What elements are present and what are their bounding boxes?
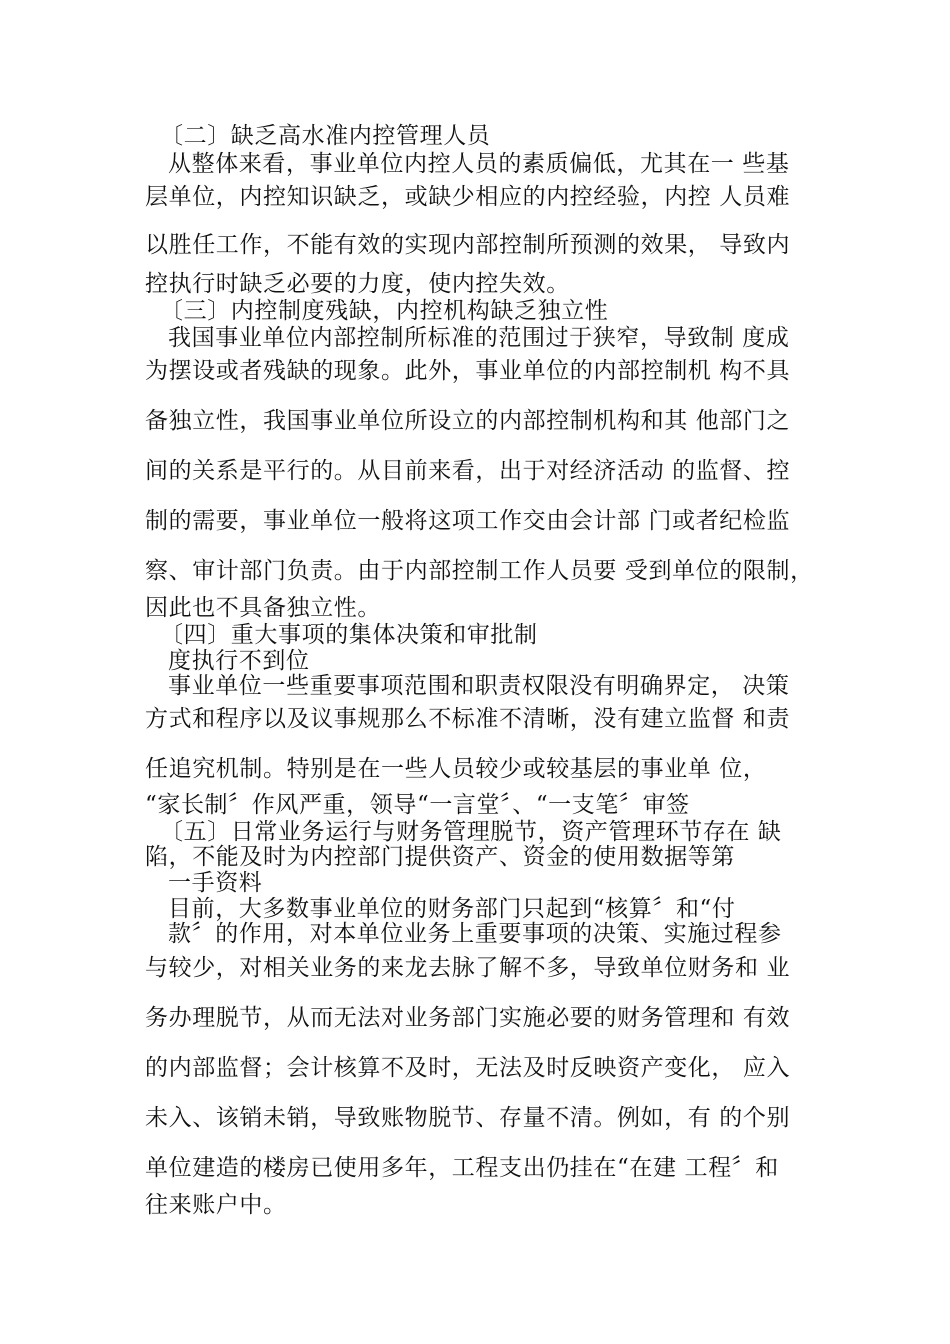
paragraph-line: 款〞的作用，对本单位业务上重要事项的决策、实施过程参 [168, 921, 782, 947]
section-heading-3: 〔三〕内控制度残缺，内控机构缺乏独立性 [160, 298, 609, 324]
paragraph-line: 的内部监督；会计核算不及时，无法及时反映资产变化， 应入 [145, 1055, 791, 1081]
paragraph-line: “家长制〞作风严重，领导“一言堂〞、“一支笔〞审签 [145, 792, 690, 818]
paragraph-line: 层单位，内控知识缺乏，或缺少相应的内控经验，内控 人员难 [145, 184, 791, 210]
paragraph-line: 间的关系是平行的。从目前来看，出于对经济活动 的监督、控 [145, 458, 791, 484]
paragraph-line: 与较少，对相关业务的来龙去脉了解不多，导致单位财务和 业 [145, 955, 791, 981]
section-heading-5-cont: 一手资料 [168, 870, 263, 896]
paragraph-line: 方式和程序以及议事规那么不标准不清晰，没有建立监督 和责 [145, 706, 791, 732]
section-heading-4-cont: 度执行不到位 [168, 648, 310, 674]
paragraph-line: 任追究机制。特别是在一些人员较少或较基层的事业单 位， [145, 756, 767, 782]
paragraph-line: 务办理脱节，从而无法对业务部门实施必要的财务管理和 有效 [145, 1005, 791, 1031]
paragraph-line: 制的需要，事业单位一般将这项工作交由会计部 门或者纪检监 [145, 508, 791, 534]
paragraph-line: 我国事业单位内部控制所标准的范围过于狭窄，导致制 度成 [168, 325, 790, 351]
section-heading-4: 〔四〕重大事项的集体决策和审批制 [160, 622, 538, 648]
section-heading-5-cont: 陷，不能及时为内控部门提供资产、资金的使用数据等第 [145, 844, 735, 870]
section-heading-2: 〔二〕缺乏高水准内控管理人员 [160, 123, 491, 149]
paragraph-line: 以胜任工作，不能有效的实现内部控制所预测的效果， 导致内 [145, 232, 791, 258]
paragraph-line: 未入、该销未销，导致账物脱节、存量不清。例如，有 的个别 [145, 1105, 791, 1131]
paragraph-line: 控执行时缺乏必要的力度，使内控失效。 [145, 271, 570, 297]
paragraph-line: 往来账户中。 [145, 1192, 287, 1218]
section-heading-5: 〔五〕日常业务运行与财务管理脱节，资产管理环节存在 缺 [160, 819, 782, 845]
paragraph-line: 为摆设或者残缺的现象。此外，事业单位的内部控制机 构不具 [145, 358, 791, 384]
paragraph-line: 因此也不具备独立性。 [145, 595, 381, 621]
paragraph-line: 备独立性，我国事业单位所设立的内部控制机构和其 他部门之 [145, 408, 791, 434]
paragraph-line: 从整体来看，事业单位内控人员的素质偏低，尤其在一 些基 [168, 151, 790, 177]
paragraph-line: 察、审计部门负责。由于内部控制工作人员要 受到单位的限制， [145, 558, 814, 584]
paragraph-line: 目前，大多数事业单位的财务部门只起到“核算〞和“付 [168, 896, 736, 922]
paragraph-line: 事业单位一些重要事项范围和职责权限没有明确界定， 决策 [168, 673, 790, 699]
paragraph-line: 单位建造的楼房已使用多年，工程支出仍挂在“在建 工程〞和 [145, 1155, 779, 1181]
